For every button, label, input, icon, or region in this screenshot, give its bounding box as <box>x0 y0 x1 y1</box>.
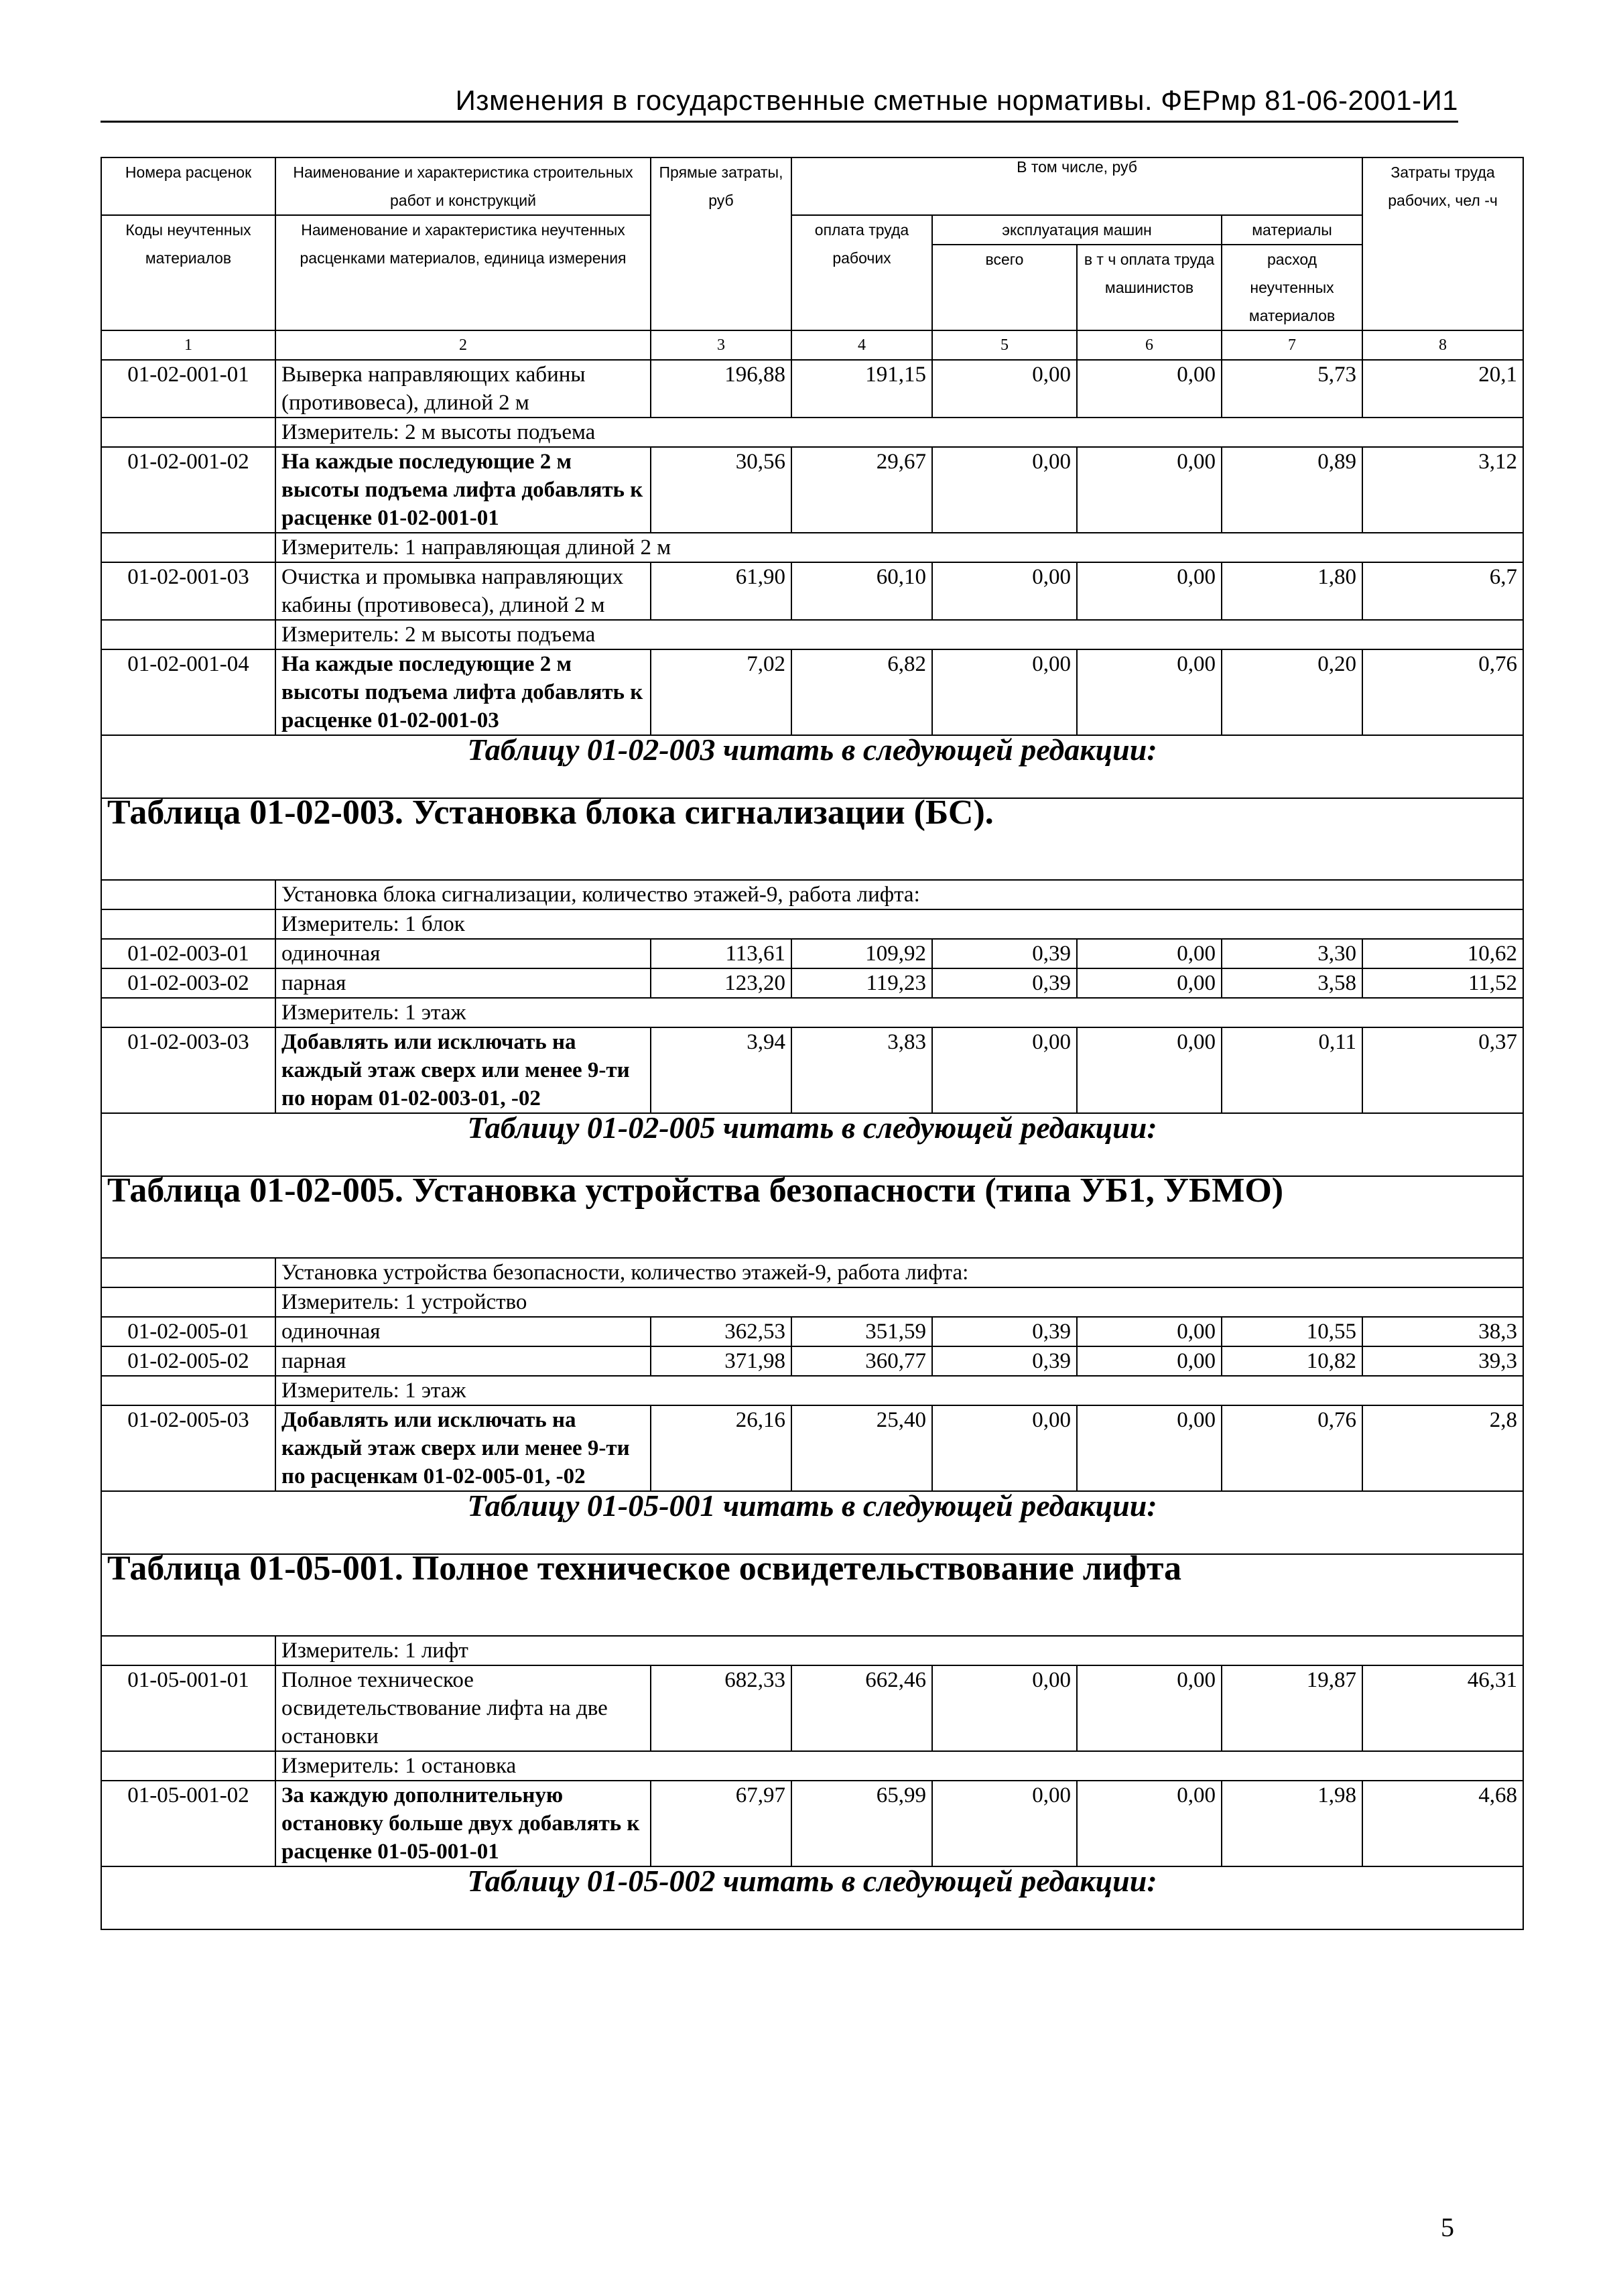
header-codes-sub: Коды неучтенных материалов <box>101 215 275 330</box>
rate-name: За каждую дополнительную остановку больше двух добавлять к расценке 01-05-001-01 <box>275 1781 651 1866</box>
wages-cost: 360,77 <box>791 1346 932 1376</box>
wages-cost: 60,10 <box>791 562 932 620</box>
measure-empty-cell <box>101 909 275 939</box>
wages-cost: 109,92 <box>791 939 932 968</box>
machines-wages: 0,00 <box>1077 562 1222 620</box>
rate-code: 01-02-001-01 <box>101 360 275 418</box>
header-name-sub: Наименование и характеристика неучтенных расценками материалов, единица измерения <box>275 215 651 330</box>
materials-cost: 5,73 <box>1222 360 1362 418</box>
measure-row <box>101 1258 1523 1287</box>
machines-total: 0,39 <box>932 1317 1077 1346</box>
header-wages: оплата труда рабочих <box>791 215 932 330</box>
wages-cost: 351,59 <box>791 1317 932 1346</box>
wages-cost: 25,40 <box>791 1405 932 1491</box>
table-header-row <box>101 215 1523 245</box>
machines-total: 0,00 <box>932 447 1077 533</box>
measure-row <box>101 909 1523 939</box>
rate-name: парная <box>275 968 651 998</box>
direct-cost: 682,33 <box>651 1665 791 1751</box>
read-note: Таблицу 01-05-001 читать в следующей редакции: <box>101 1491 1523 1554</box>
machines-total: 0,00 <box>932 1405 1077 1491</box>
wages-cost: 29,67 <box>791 447 932 533</box>
direct-cost: 371,98 <box>651 1346 791 1376</box>
column-number: 1 <box>101 330 275 360</box>
header-machines-total: всего <box>932 245 1077 330</box>
header-codes: Номера расценок <box>101 157 275 215</box>
direct-cost: 7,02 <box>651 649 791 735</box>
direct-cost: 196,88 <box>651 360 791 418</box>
measure-row <box>101 620 1523 649</box>
rate-row <box>101 1027 1523 1113</box>
measure-text: Измеритель: 1 лифт <box>275 1636 1523 1665</box>
rate-code: 01-02-003-03 <box>101 1027 275 1113</box>
column-number: 8 <box>1362 330 1523 360</box>
machines-wages: 0,00 <box>1077 1781 1222 1866</box>
machines-wages: 0,00 <box>1077 1027 1222 1113</box>
machines-wages: 0,00 <box>1077 447 1222 533</box>
direct-cost: 113,61 <box>651 939 791 968</box>
measure-row <box>101 418 1523 447</box>
labor-hours: 4,68 <box>1362 1781 1523 1866</box>
machines-total: 0,00 <box>932 1027 1077 1113</box>
header-rule <box>101 121 1458 123</box>
measure-empty-cell <box>101 998 275 1027</box>
rate-name: Очистка и промывка направляющих кабины (противовеса), длиной 2 м <box>275 562 651 620</box>
column-numbers-row <box>101 330 1523 360</box>
table-title: Таблица 01-02-005. Установка устройства безопасности (типа УБ1, УБМО) <box>101 1176 1523 1258</box>
materials-cost: 0,11 <box>1222 1027 1362 1113</box>
materials-cost: 0,76 <box>1222 1405 1362 1491</box>
labor-hours: 39,3 <box>1362 1346 1523 1376</box>
machines-total: 0,00 <box>932 649 1077 735</box>
machines-total: 0,39 <box>932 1346 1077 1376</box>
labor-hours: 3,12 <box>1362 447 1523 533</box>
measure-empty-cell <box>101 880 275 909</box>
wages-cost: 65,99 <box>791 1781 932 1866</box>
rate-row <box>101 939 1523 968</box>
measure-empty-cell <box>101 1376 275 1405</box>
rate-code: 01-02-003-02 <box>101 968 275 998</box>
wages-cost: 3,83 <box>791 1027 932 1113</box>
rate-name: одиночная <box>275 939 651 968</box>
measure-row <box>101 1751 1523 1781</box>
rate-code: 01-02-001-03 <box>101 562 275 620</box>
read-note-row <box>101 1491 1523 1554</box>
measure-text: Измеритель: 1 остановка <box>275 1751 1523 1781</box>
measure-empty-cell <box>101 1751 275 1781</box>
materials-cost: 0,89 <box>1222 447 1362 533</box>
measure-text: Измеритель: 1 устройство <box>275 1287 1523 1317</box>
measure-empty-cell <box>101 620 275 649</box>
direct-cost: 362,53 <box>651 1317 791 1346</box>
measure-row <box>101 998 1523 1027</box>
machines-wages: 0,00 <box>1077 1405 1222 1491</box>
rate-name: одиночная <box>275 1317 651 1346</box>
machines-wages: 0,00 <box>1077 1317 1222 1346</box>
labor-hours: 38,3 <box>1362 1317 1523 1346</box>
table-title-row <box>101 1176 1523 1258</box>
measure-empty-cell <box>101 533 275 562</box>
read-note-row <box>101 1866 1523 1929</box>
rate-code: 01-02-001-04 <box>101 649 275 735</box>
measure-text: Установка устройства безопасности, количество этажей-9, работа лифта: <box>275 1258 1523 1287</box>
rate-row <box>101 360 1523 418</box>
labor-hours: 0,76 <box>1362 649 1523 735</box>
table-title: Таблица 01-05-001. Полное техническое освидетельствование лифта <box>101 1554 1523 1636</box>
direct-cost: 123,20 <box>651 968 791 998</box>
measure-text: Измеритель: 2 м высоты подъема <box>275 418 1523 447</box>
header-including: В том числе, руб <box>791 157 1362 215</box>
materials-cost: 3,58 <box>1222 968 1362 998</box>
rate-row <box>101 1665 1523 1751</box>
rate-code: 01-05-001-02 <box>101 1781 275 1866</box>
table-title: Таблица 01-02-003. Установка блока сигнализации (БС). <box>101 798 1523 880</box>
machines-wages: 0,00 <box>1077 968 1222 998</box>
rate-code: 01-02-001-02 <box>101 447 275 533</box>
materials-cost: 1,80 <box>1222 562 1362 620</box>
labor-hours: 0,37 <box>1362 1027 1523 1113</box>
rate-code: 01-05-001-01 <box>101 1665 275 1751</box>
direct-cost: 67,97 <box>651 1781 791 1866</box>
rate-name: Выверка направляющих кабины (противовеса), длиной 2 м <box>275 360 651 418</box>
rate-name: парная <box>275 1346 651 1376</box>
header-direct: Прямые затраты, руб <box>651 157 791 330</box>
rate-name: На каждые последующие 2 м высоты подъема лифта добавлять к расценке 01-02-001-01 <box>275 447 651 533</box>
machines-wages: 0,00 <box>1077 939 1222 968</box>
measure-text: Измеритель: 1 направляющая длиной 2 м <box>275 533 1523 562</box>
rate-code: 01-02-005-03 <box>101 1405 275 1491</box>
machines-total: 0,00 <box>932 1781 1077 1866</box>
labor-hours: 20,1 <box>1362 360 1523 418</box>
rate-code: 01-02-005-01 <box>101 1317 275 1346</box>
materials-cost: 1,98 <box>1222 1781 1362 1866</box>
machines-total: 0,00 <box>932 360 1077 418</box>
header-labor: Затраты труда рабочих, чел -ч <box>1362 157 1523 330</box>
column-number: 5 <box>932 330 1077 360</box>
rate-name: Добавлять или исключать на каждый этаж сверх или менее 9-ти по расценкам 01-02-005-01, -02 <box>275 1405 651 1491</box>
read-note-row <box>101 1113 1523 1176</box>
column-number: 3 <box>651 330 791 360</box>
labor-hours: 10,62 <box>1362 939 1523 968</box>
rate-code: 01-02-003-01 <box>101 939 275 968</box>
measure-empty-cell <box>101 1287 275 1317</box>
rate-row <box>101 968 1523 998</box>
measure-text: Измеритель: 1 этаж <box>275 998 1523 1027</box>
measure-text: Установка блока сигнализации, количество этажей-9, работа лифта: <box>275 880 1523 909</box>
machines-wages: 0,00 <box>1077 1346 1222 1376</box>
machines-wages: 0,00 <box>1077 1665 1222 1751</box>
column-number: 2 <box>275 330 651 360</box>
rate-row <box>101 1781 1523 1866</box>
materials-cost: 0,20 <box>1222 649 1362 735</box>
table-title-row <box>101 798 1523 880</box>
running-header: Изменения в государственные сметные нормативы. ФЕРмр 81-06-2001-И1 <box>455 84 1458 116</box>
header-machines-wages: в т ч оплата труда машинистов <box>1077 245 1222 330</box>
read-note-row <box>101 735 1523 798</box>
rate-row <box>101 1346 1523 1376</box>
direct-cost: 3,94 <box>651 1027 791 1113</box>
read-note: Таблицу 01-05-002 читать в следующей редакции: <box>101 1866 1523 1929</box>
machines-wages: 0,00 <box>1077 649 1222 735</box>
wages-cost: 191,15 <box>791 360 932 418</box>
rate-name: Добавлять или исключать на каждый этаж сверх или менее 9-ти по норам 01-02-003-01, -02 <box>275 1027 651 1113</box>
materials-cost: 3,30 <box>1222 939 1362 968</box>
measure-empty-cell <box>101 418 275 447</box>
column-number: 6 <box>1077 330 1222 360</box>
machines-total: 0,00 <box>932 1665 1077 1751</box>
machines-total: 0,00 <box>932 562 1077 620</box>
materials-cost: 19,87 <box>1222 1665 1362 1751</box>
measure-row <box>101 880 1523 909</box>
machines-total: 0,39 <box>932 968 1077 998</box>
table-title-row <box>101 1554 1523 1636</box>
header-materials: материалы <box>1222 215 1362 245</box>
column-number: 4 <box>791 330 932 360</box>
direct-cost: 30,56 <box>651 447 791 533</box>
materials-cost: 10,55 <box>1222 1317 1362 1346</box>
measure-text: Измеритель: 1 этаж <box>275 1376 1523 1405</box>
rate-name: Полное техническое освидетельствование лифта на две остановки <box>275 1665 651 1751</box>
read-note: Таблицу 01-02-005 читать в следующей редакции: <box>101 1113 1523 1176</box>
labor-hours: 46,31 <box>1362 1665 1523 1751</box>
column-number: 7 <box>1222 330 1362 360</box>
table-header-row <box>101 157 1523 215</box>
machines-wages: 0,00 <box>1077 360 1222 418</box>
measure-row <box>101 1636 1523 1665</box>
header-machines: эксплуатация машин <box>932 215 1222 245</box>
wages-cost: 662,46 <box>791 1665 932 1751</box>
machines-total: 0,39 <box>932 939 1077 968</box>
rate-row <box>101 1317 1523 1346</box>
direct-cost: 61,90 <box>651 562 791 620</box>
rate-row <box>101 447 1523 533</box>
rate-row <box>101 649 1523 735</box>
wages-cost: 119,23 <box>791 968 932 998</box>
rate-row <box>101 1405 1523 1491</box>
labor-hours: 11,52 <box>1362 968 1523 998</box>
measure-empty-cell <box>101 1258 275 1287</box>
read-note: Таблицу 01-02-003 читать в следующей редакции: <box>101 735 1523 798</box>
page-number: 5 <box>1441 2212 1454 2242</box>
measure-text: Измеритель: 2 м высоты подъема <box>275 620 1523 649</box>
measure-row <box>101 533 1523 562</box>
rate-name: На каждые последующие 2 м высоты подъема лифта добавлять к расценке 01-02-001-03 <box>275 649 651 735</box>
measure-row <box>101 1376 1523 1405</box>
rate-code: 01-02-005-02 <box>101 1346 275 1376</box>
measure-text: Измеритель: 1 блок <box>275 909 1523 939</box>
labor-hours: 2,8 <box>1362 1405 1523 1491</box>
labor-hours: 6,7 <box>1362 562 1523 620</box>
materials-cost: 10,82 <box>1222 1346 1362 1376</box>
measure-row <box>101 1287 1523 1317</box>
measure-empty-cell <box>101 1636 275 1665</box>
wages-cost: 6,82 <box>791 649 932 735</box>
table-body <box>101 157 1523 1929</box>
rate-row <box>101 562 1523 620</box>
header-name: Наименование и характеристика строительных работ и конструкций <box>275 157 651 215</box>
direct-cost: 26,16 <box>651 1405 791 1491</box>
rates-table <box>101 157 1524 1930</box>
header-materials-unaccounted: расход неучтенных материалов <box>1222 245 1362 330</box>
